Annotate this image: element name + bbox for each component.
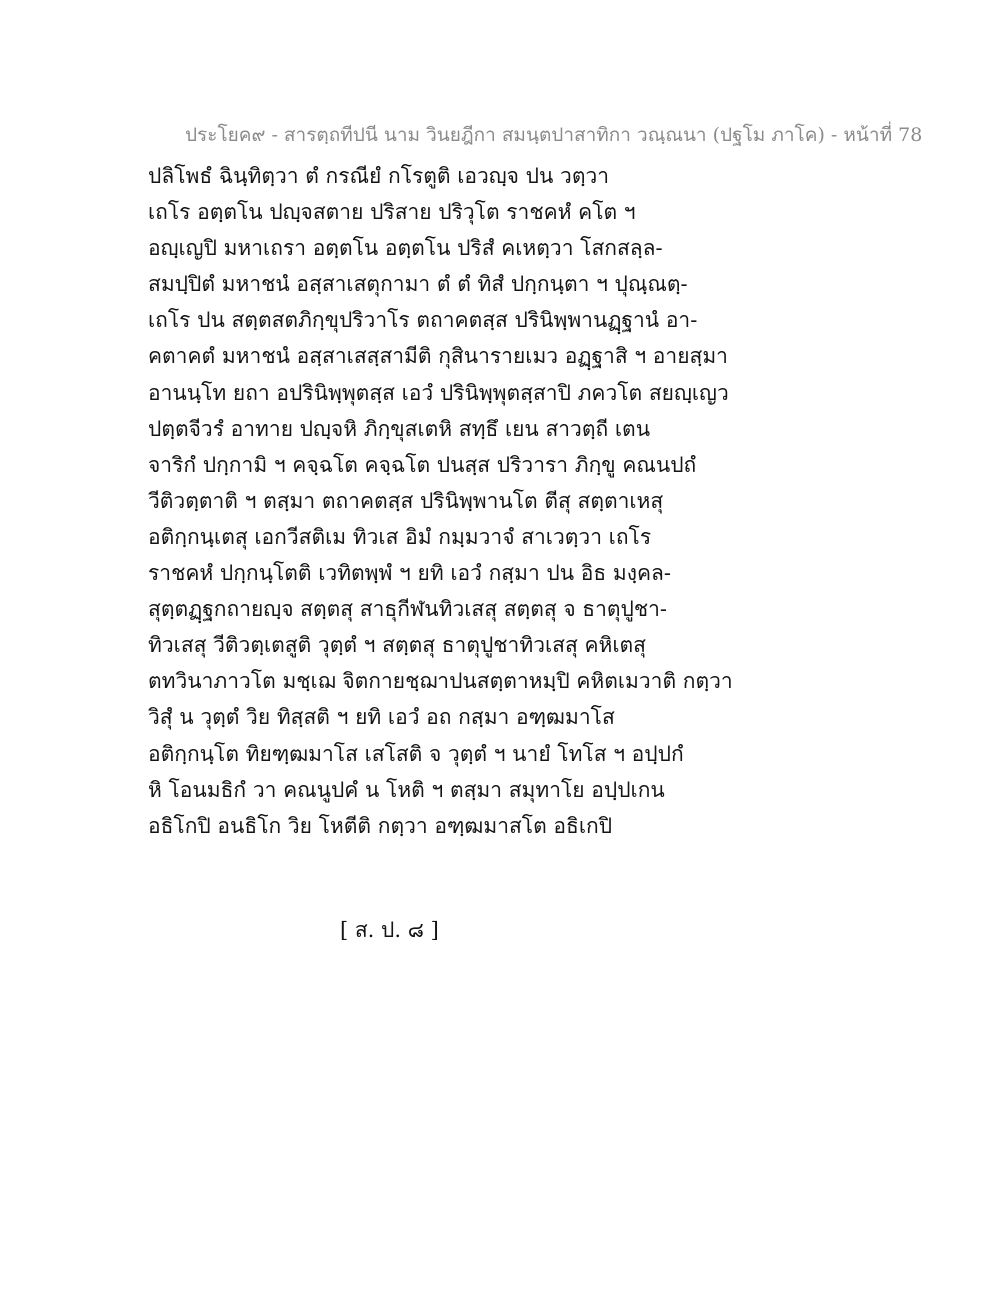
text-line: วีติวตฺตาติ ฯ ตสฺมา ตถาคตสฺส ปรินิพฺพานโต ตีสุ สตฺตาเหสุ (148, 488, 664, 513)
text-line: ตทวินาภาวโต มชฺเฌ จิตกายชฺฌาปนสตฺตาหมฺปิ คหิตเมวาติ กตฺวา (148, 669, 733, 694)
text-line: ทิวเสสุ วีติวตฺเตสูติ วุตฺตํ ฯ สตฺตสุ ธาตุปูชาทิวเสสุ คหิเตสุ (148, 633, 646, 658)
page-reference: [ ส. ป. ๘ ] (340, 918, 439, 942)
text-line: อติกฺกนฺโต ทิยฑฺฒมาโส เสโสติ จ วุตฺตํ ฯ นายํ โทโส ฯ อปฺปกํ (148, 741, 684, 766)
text-line: อติกฺกนฺเตสุ เอกวีสติเม ทิวเส อิมํ กมฺมวาจํ สาเวตฺวา เถโร (148, 524, 652, 549)
text-line: สุตฺตฏฺฐกถายญฺจ สตฺตสุ สาธุกีฬนทิวเสสุ สตฺตสุ จ ธาตุปูชา- (148, 597, 668, 622)
running-header: ประโยค๙ - สารตฺถทีปนี นาม วินยฎีกา สมนฺตปาสาทิกา วณฺณนา (ปฐโม ภาโค) - หน้าที่ 78 (185, 124, 923, 146)
text-line: สมปฺปิตํ มหาชนํ อสฺสาเสตุกามา ตํ ตํ ทิสํ ปกฺกนฺตา ฯ ปุณฺณตฺ- (148, 272, 688, 297)
text-line: เถโร ปน สตฺตสตภิกฺขุปริวาโร ตถาคตสฺส ปรินิพฺพานฏฺฐานํ อา- (148, 308, 698, 333)
text-line: หิ โอนมธิกํ วา คณนูปคํ น โหติ ฯ ตสฺมา สมุทาโย อปฺปเกน (148, 777, 665, 802)
body-text (148, 161, 868, 847)
text-line: อธิโกปิ อนธิโก วิย โหตีติ กตฺวา อฑฺฒมาสโต อธิเกปิ (148, 813, 613, 838)
text-line: อานนฺโท ยถา อปรินิพฺพุตสฺส เอวํ ปรินิพฺพุตสฺสาปิ ภควโต สยญฺเญว (148, 380, 729, 405)
text-line: ปตฺตจีวรํ อาทาย ปญฺจหิ ภิกฺขุสเตหิ สทฺธึ เยน สาวตฺถี เตน (148, 416, 651, 441)
text-line: อญฺเญปิ มหาเถรา อตฺตโน อตฺตโน ปริสํ คเหตฺวา โสกสลฺล- (148, 236, 663, 261)
text-line: ราชคหํ ปกฺกนฺโตติ เวทิตพฺพํ ฯ ยทิ เอวํ กสฺมา ปน อิธ มงฺคล- (148, 561, 672, 586)
text-line: วิสุํ น วุตฺตํ วิย ทิสฺสติ ฯ ยทิ เอวํ อถ กสฺมา อฑฺฒมาโส (148, 705, 615, 730)
text-line: ปลิโพธํ ฉินฺทิตฺวา ตํ กรณียํ กโรตูติ เอวญฺจ ปน วตฺวา (148, 164, 610, 188)
text-line: คตาคตํ มหาชนํ อสฺสาเสสฺสามีติ กุสินารายเมว อฏฺฐาสิ ฯ อายสฺมา (148, 344, 728, 369)
text-line: จาริกํ ปกฺกามิ ฯ คจฺฉโต คจฺฉโต ปนสฺส ปริวารา ภิกฺขู คณนปถํ (148, 452, 697, 477)
text-line: เถโร อตฺตโน ปญฺจสตาย ปริสาย ปริวุโต ราชคหํ คโต ฯ (148, 200, 636, 225)
